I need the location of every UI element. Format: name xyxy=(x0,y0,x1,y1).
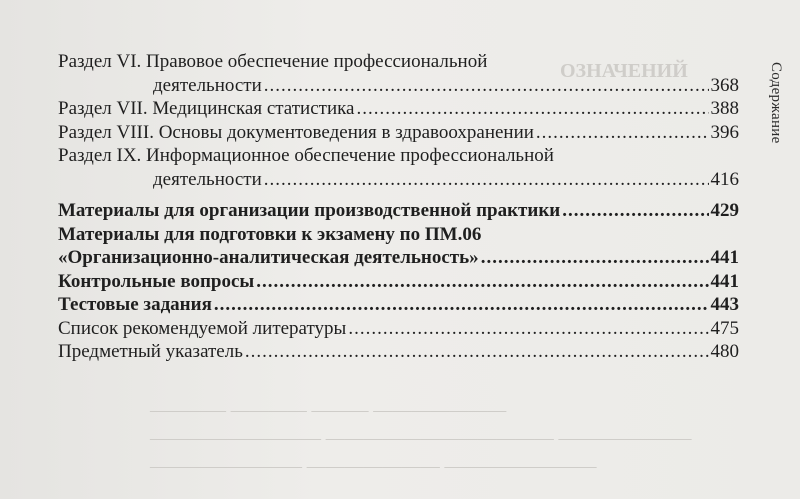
toc-entry-literature[interactable] xyxy=(58,317,739,341)
toc-line xyxy=(58,97,739,121)
page-number: 396 xyxy=(710,121,739,143)
entry-title: Раздел IX. Информационное обеспечение профессиональной xyxy=(58,145,554,166)
toc-line xyxy=(58,50,739,74)
page-number: 441 xyxy=(710,270,739,292)
entry-title: Раздел VI. Правовое обеспечение профессиональной xyxy=(58,51,488,72)
show-through-line: ———————— ——————— ———————— xyxy=(150,456,597,477)
dot-leader xyxy=(264,168,709,192)
dot-leader xyxy=(481,246,709,270)
entry-title-cont: «Организационно-аналитическая деятельность» xyxy=(58,247,479,268)
running-header: Содержание xyxy=(768,62,784,144)
entry-title: Предметный указатель xyxy=(58,341,243,362)
page-number: 480 xyxy=(710,341,739,362)
entry-title: Контрольные вопросы xyxy=(58,270,255,292)
show-through-line: ————————— ———————————— ——————— xyxy=(150,428,692,449)
entry-title: Материалы для организации производственной практики xyxy=(58,200,561,221)
toc-entry-section-7[interactable] xyxy=(58,97,739,121)
toc-line xyxy=(58,340,739,364)
toc-line xyxy=(58,293,739,317)
table-of-contents xyxy=(58,50,739,364)
dot-leader xyxy=(536,121,709,145)
toc-line xyxy=(58,144,739,168)
toc-entry-subject-index[interactable] xyxy=(58,340,739,364)
entry-title-cont: деятельности xyxy=(153,168,262,190)
toc-entry-exam-materials[interactable] xyxy=(58,223,739,270)
toc-line xyxy=(58,270,739,294)
toc-line xyxy=(58,246,739,270)
page-number: 441 xyxy=(710,247,739,268)
page-number: 368 xyxy=(710,74,739,96)
toc-entry-section-9[interactable] xyxy=(58,144,739,191)
toc-line xyxy=(58,317,739,341)
toc-entry-section-8[interactable] xyxy=(58,121,739,145)
dot-leader xyxy=(357,97,709,121)
toc-entry-test-tasks[interactable] xyxy=(58,293,739,317)
entry-title: Материалы для подготовки к экзамену по ПМ.06 xyxy=(58,223,482,245)
page-number: 416 xyxy=(710,168,739,190)
show-through-line: ———— ———— ——— ——————— xyxy=(150,400,507,421)
dot-leader xyxy=(245,340,709,364)
toc-entry-section-6[interactable] xyxy=(58,50,739,97)
entry-title: Раздел VIII. Основы документоведения в здравоохранении xyxy=(58,121,534,143)
entry-title: Тестовые задания xyxy=(58,294,212,315)
dot-leader xyxy=(256,270,708,294)
toc-line xyxy=(58,168,739,192)
entry-title: Список рекомендуемой литературы xyxy=(58,317,347,339)
dot-leader xyxy=(562,199,708,223)
entry-title: Раздел VII. Медицинская статистика xyxy=(58,98,355,119)
show-through-heading: ОЗНАЧЕНИЙ xyxy=(560,60,688,82)
page-number: 429 xyxy=(710,200,739,221)
toc-entry-practice-materials[interactable] xyxy=(58,199,739,223)
page-number: 475 xyxy=(710,317,739,339)
dot-leader xyxy=(348,317,708,341)
toc-line xyxy=(58,74,739,98)
toc-line xyxy=(58,199,739,223)
page-number: 388 xyxy=(710,98,739,119)
dot-leader xyxy=(214,293,709,317)
toc-line xyxy=(58,121,739,145)
entry-title-cont: деятельности xyxy=(153,74,262,96)
dot-leader xyxy=(264,74,709,98)
page-number: 443 xyxy=(710,294,739,315)
toc-entry-control-questions[interactable] xyxy=(58,270,739,294)
toc-line xyxy=(58,223,739,247)
